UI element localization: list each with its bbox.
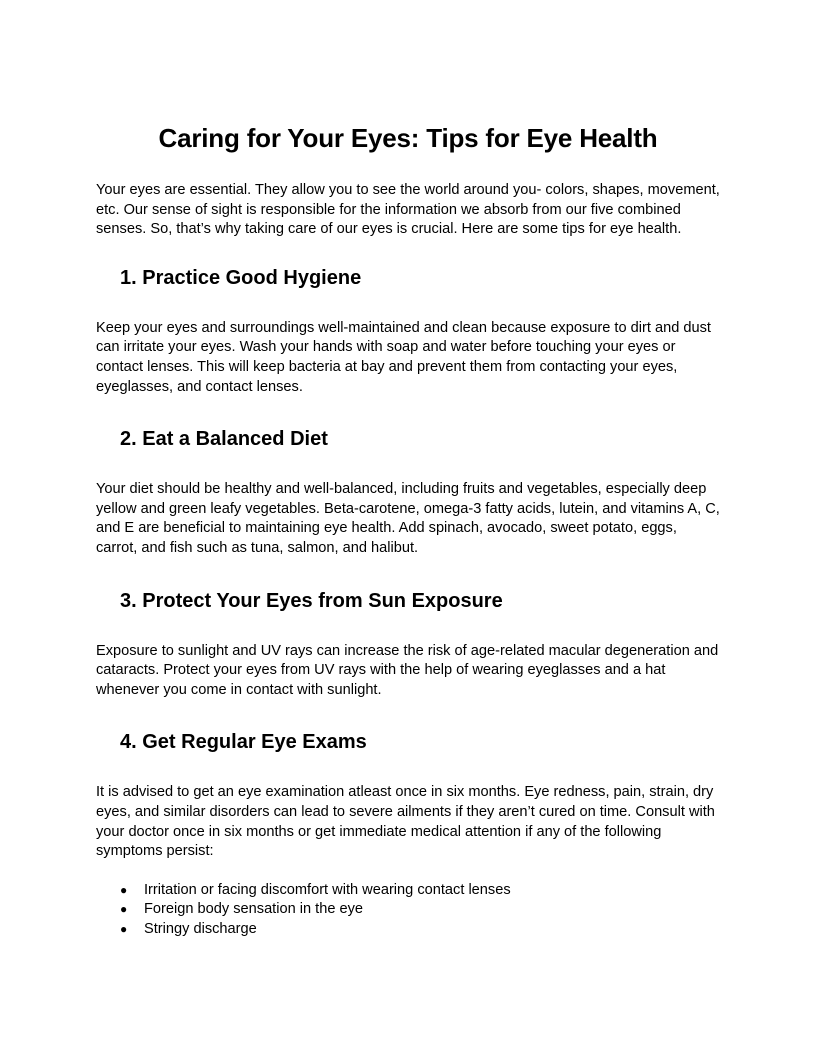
section-heading-sun-exposure: 3. Protect Your Eyes from Sun Exposure <box>120 589 503 612</box>
section-heading-diet: 2. Eat a Balanced Diet <box>120 428 328 451</box>
section-heading-eye-exams: 4. Get Regular Eye Exams <box>120 731 367 754</box>
list-item-text: Stringy discharge <box>144 920 257 937</box>
section-body-eye-exams: It is advised to get an eye examination atleast once in six months. Eye redness, pain, strain, dry eyes, and similar disorders can lead to severe ailments if they aren’t cured on time. Consult with your doctor once in six months or get immediate medical attention if any of the following symptoms persist: <box>96 784 715 860</box>
bullet-icon: ● <box>120 882 128 897</box>
intro-paragraph: Your eyes are essential. They allow you to see the world around you- colors, shapes, movement, etc. Our sense of sight is responsible for the information we absorb from our five combined senses. So, that’s why taking care of our eyes is crucial. Here are some tips for eye health. <box>96 182 720 238</box>
section-heading-hygiene: 1. Practice Good Hygiene <box>120 266 362 289</box>
list-item <box>96 881 720 901</box>
list-item-text: Foreign body sensation in the eye <box>144 901 364 918</box>
section-body-sun-exposure: Exposure to sunlight and UV rays can increase the risk of age-related macular degeneration and cataracts. Protect your eyes from UV rays with the help of wearing eyeglasses and a hat whenever you come in contact with sunlight. <box>96 642 719 698</box>
symptoms-list <box>96 881 720 940</box>
list-item-text: Irritation or facing discomfort with wearing contact lenses <box>144 881 511 898</box>
document-title: Caring for Your Eyes: Tips for Eye Health <box>158 123 658 153</box>
section-body-hygiene: Keep your eyes and surroundings well-maintained and clean because exposure to dirt and dust can irritate your eyes. Wash your hands with soap and water before touching your eyes or contact lenses. This will keep bacteria at bay and prevent them from contacting your eyes, eyeglasses, and contact lenses. <box>96 319 711 395</box>
bullet-icon: ● <box>120 921 128 936</box>
list-item <box>96 920 720 940</box>
section-body-diet: Your diet should be healthy and well-balanced, including fruits and vegetables, especially deep yellow and green leafy vegetables. Beta-carotene, omega-3 fatty acids, lutein, and vitamins A, C, and E are beneficial to maintaining eye health. Add spinach, avocado, sweet potato, eggs, carrot, and fish such as tuna, salmon, and halibut. <box>96 481 720 556</box>
bullet-icon: ● <box>120 902 128 917</box>
list-item <box>96 900 720 920</box>
